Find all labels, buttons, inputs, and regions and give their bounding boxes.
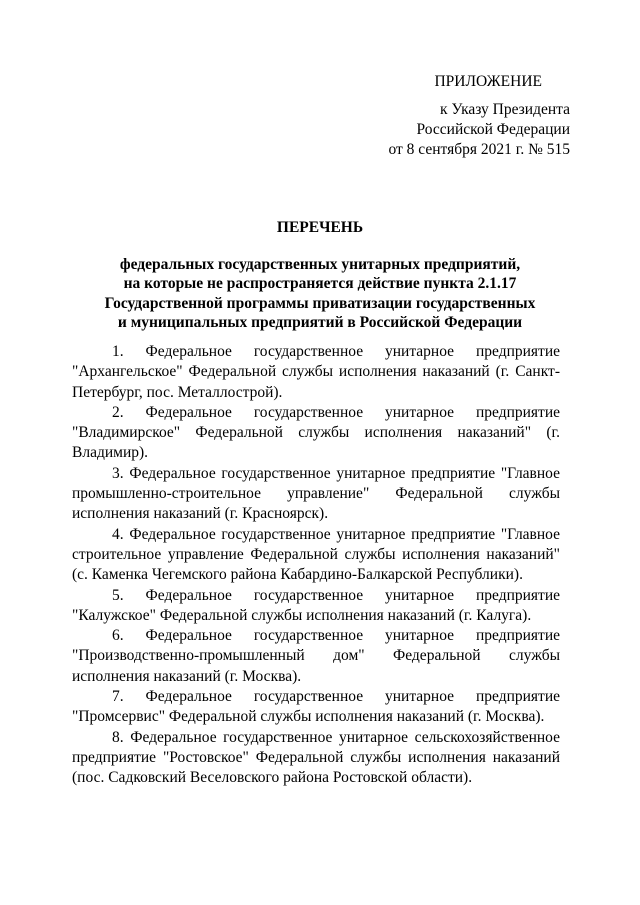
document-subtitle-line: федеральных государственных унитарных предприятий, bbox=[119, 255, 521, 273]
list-item: 1. Федеральное государственное унитарное предприятие "Архангельское" Федеральной службы исполнения наказаний (г. Санкт-Петербург, пос. Металлострой). bbox=[72, 343, 560, 401]
document-subtitle-line: Государственной программы приватизации государственных bbox=[104, 294, 536, 312]
list-item: 7. Федеральное государственное унитарное предприятие "Промсервис" Федеральной службы исполнения наказаний (г. Москва). bbox=[72, 688, 560, 726]
enterprise-list bbox=[72, 342, 560, 789]
document-subtitle-line: и муниципальных предприятий в Российской Федерации bbox=[117, 314, 523, 331]
document-title: ПЕРЕЧЕНЬ bbox=[276, 219, 364, 236]
list-item: 3. Федеральное государственное унитарное предприятие "Главное промышленно-строительное управление" Федеральной службы исполнения наказаний (г. Красноярск). bbox=[72, 464, 560, 523]
list-item: 5. Федеральное государственное унитарное предприятие "Калужское" Федеральной службы исполнения наказаний (г. Калуга). bbox=[72, 586, 560, 624]
appendix-line-decree: к Указу Президента bbox=[440, 101, 570, 118]
document-title-block bbox=[72, 218, 568, 333]
document-subtitle-line: на которые не распространяется действие пункта 2.1.17 bbox=[123, 275, 517, 292]
list-item: 8. Федеральное государственное унитарное сельскохозяйственное предприятие "Ростовское" Федеральной службы исполнения наказаний (пос. Садковский Веселовского района Ростовской области). bbox=[72, 728, 560, 787]
list-item: 4. Федеральное государственное унитарное предприятие "Главное строительное управление Федеральной службы исполнения наказаний" (с. Каменка Чегемского района Кабардино-Балкарской Республики). bbox=[72, 525, 560, 584]
list-item: 6. Федеральное государственное унитарное предприятие "Производственно-промышленный дом" Федеральной службы исполнения наказаний (г. Москва). bbox=[72, 627, 560, 685]
appendix-heading: ПРИЛОЖЕНИЕ bbox=[434, 73, 542, 90]
appendix-line-date: от 8 сентября 2021 г. № 515 bbox=[388, 141, 570, 158]
appendix-header bbox=[370, 72, 570, 160]
list-item: 2. Федеральное государственное унитарное предприятие "Владимирское" Федеральной службы исполнения наказаний" (г. Владимир). bbox=[72, 403, 560, 462]
appendix-line-federation: Российской Федерации bbox=[416, 121, 570, 138]
